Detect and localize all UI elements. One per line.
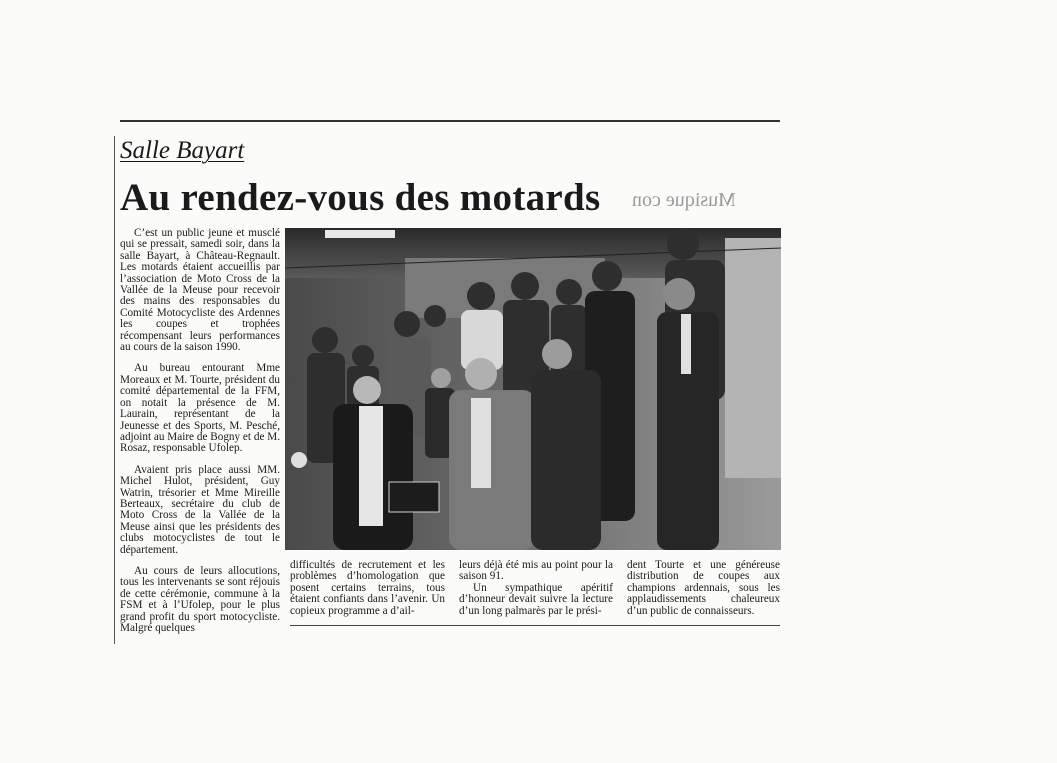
paragraph: C’est un public jeune et musclé qui se pressait, samedi soir, dans la salle Bayart, à Château-Regnault. Les motards étaient accueillis par l’association de Moto Cross de la Vallée de la Meuse pour recevoir des mains des responsables du Comité Motocycliste des Ardennes les coupes et trophées récompensant leurs performances au cours de la saison 1990.: [120, 227, 280, 354]
paragraph: Au bureau entourant Mme Moreaux et M. Tourte, président du comité départemental de la FFM, on notait la présence de M. Laurain, représentant de la Jeunesse et des Sports, M. Pesché, adjoint au Maire de Bogny et de M. Rosaz, responsable Ufolep.: [120, 362, 280, 455]
paragraph: dent Tourte et une généreuse distribution de coupes aux champions ardennais, sous les applaudissements chaleureux d’un public de connaisseurs.: [627, 559, 780, 617]
bleed-through-text: Musique con: [632, 189, 736, 211]
paragraph: Avaient pris place aussi MM. Michel Hulot, président, Guy Watrin, trésorier et Mme Mireille Berteaux, secrétaire du club de Moto Cross de la Vallée de la Meuse ainsi que les présidents des clubs motocyclistes de tout le département.: [120, 463, 280, 556]
photo-illustration: [285, 228, 781, 550]
paragraph: difficultés de recrutement et les problèmes d’homologation que posent certains terrains, tous étaient confiants dans l’avenir. Un copieux programme a d’ail-: [290, 559, 445, 617]
paragraph: Au cours de leurs allocutions, tous les intervenants se sont réjouis de cette cérémonie, commune à la FSM et à l’Ufolep, pour le plus grand profit du sport motocycliste. Malgré quelques: [120, 564, 280, 634]
article-column-2: [290, 560, 445, 617]
article-column-1: [120, 228, 280, 634]
paragraph: leurs déjà été mis au point pour la saison 91.: [459, 559, 613, 583]
article-column-4: [627, 560, 780, 617]
top-rule: [120, 120, 780, 122]
article-column-3: [459, 560, 613, 617]
group-photo: [285, 228, 781, 550]
paragraph: Un sympathique apéritif d’honneur devait suivre la lecture d’un long palmarès par le prési-: [459, 581, 613, 617]
side-rule: [114, 136, 115, 644]
article-headline: Au rendez-vous des motards: [120, 176, 601, 219]
bottom-rule: [290, 625, 780, 626]
article-kicker: Salle Bayart: [120, 137, 245, 164]
newspaper-clipping: [114, 118, 782, 634]
